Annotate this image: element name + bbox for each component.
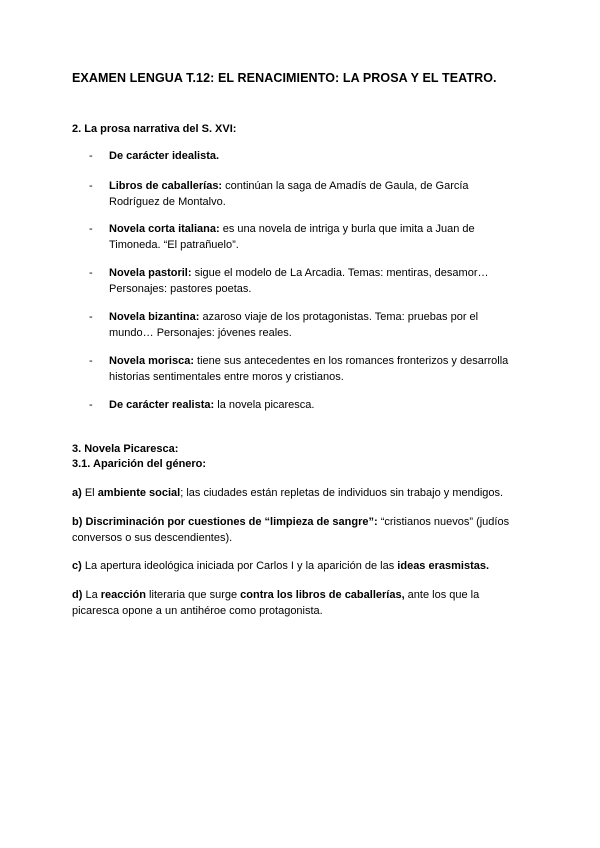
- paragraph-c: [72, 558, 517, 574]
- list-item-term: Novela pastoril:: [109, 267, 192, 279]
- paragraph-label: a): [72, 487, 82, 499]
- section-3-1-subheading: 3.1. Aparición del género:: [72, 458, 207, 470]
- list-dash: -: [89, 180, 93, 192]
- paragraph-emphasis: contra los libros de caballerías,: [240, 589, 405, 601]
- list-item-text: la novela picaresca.: [214, 399, 315, 411]
- paragraph-label: d): [72, 589, 83, 601]
- paragraph-label: c): [72, 560, 82, 572]
- list-item-text: tiene sus antecedentes en los romances fronterizos y desarrolla historias sentimentales entre moros y cristianos.: [109, 355, 509, 383]
- list-dash: -: [89, 311, 93, 323]
- list-item-text: continúan la saga de Amadís de Gaula, de García Rodríguez de Montalvo.: [109, 180, 469, 208]
- list-item-term: Novela bizantina:: [109, 311, 200, 323]
- list-item-term: Libros de caballerías:: [109, 180, 223, 192]
- paragraph-text: La: [82, 589, 101, 601]
- list-item-term: Novela morisca:: [109, 355, 194, 367]
- paragraph-b: [72, 514, 517, 546]
- document-title: EXAMEN LENGUA T.12: EL RENACIMIENTO: LA PROSA Y EL TEATRO.: [72, 71, 497, 85]
- paragraph-text: La apertura ideológica iniciada por Carlos I y la aparición de las: [81, 560, 398, 572]
- list-item-term: De carácter idealista.: [109, 150, 220, 162]
- list-item-text: azaroso viaje de los protagonistas. Tema: pruebas por el mundo… Personajes: jóvenes reales.: [109, 311, 479, 339]
- paragraph-text: literaria que surge: [146, 589, 241, 601]
- list-dash: -: [89, 223, 93, 235]
- paragraph-emphasis: ideas erasmistas.: [397, 560, 490, 572]
- paragraph-emphasis: ambiente social: [97, 487, 181, 499]
- paragraph-a: [72, 485, 517, 501]
- list-item-text: sigue el modelo de La Arcadia. Temas: mentiras, desamor… Personajes: pastores poetas.: [109, 267, 489, 295]
- list-dash: -: [89, 267, 93, 279]
- list-item-term: Novela corta italiana:: [109, 223, 220, 235]
- list-dash: -: [89, 355, 93, 367]
- list-item-term: De carácter realista:: [109, 399, 215, 411]
- list-dash: -: [89, 399, 93, 411]
- section-3-heading: 3. Novela Picaresca:: [72, 443, 179, 455]
- paragraph-text: ; las ciudades están repletas de individuos sin trabajo y mendigos.: [180, 487, 504, 499]
- paragraph-text: El: [81, 487, 98, 499]
- paragraph-label: b) Discriminación por cuestiones de “limpieza de sangre”:: [72, 516, 378, 528]
- paragraph-d: [72, 587, 517, 619]
- paragraph-emphasis: reacción: [100, 589, 146, 601]
- section-2-heading: 2. La prosa narrativa del S. XVI:: [72, 123, 237, 135]
- paragraph-text: “cristianos nuevos” (judíos conversos o sus descendientes).: [72, 516, 510, 544]
- paragraph-text: ante los que la picaresca opone a un antihéroe como protagonista.: [72, 589, 480, 617]
- list-item-text: es una novela de intriga y burla que imita a Juan de Timoneda. “El patrañuelo”.: [109, 223, 475, 251]
- list-dash: -: [89, 150, 93, 162]
